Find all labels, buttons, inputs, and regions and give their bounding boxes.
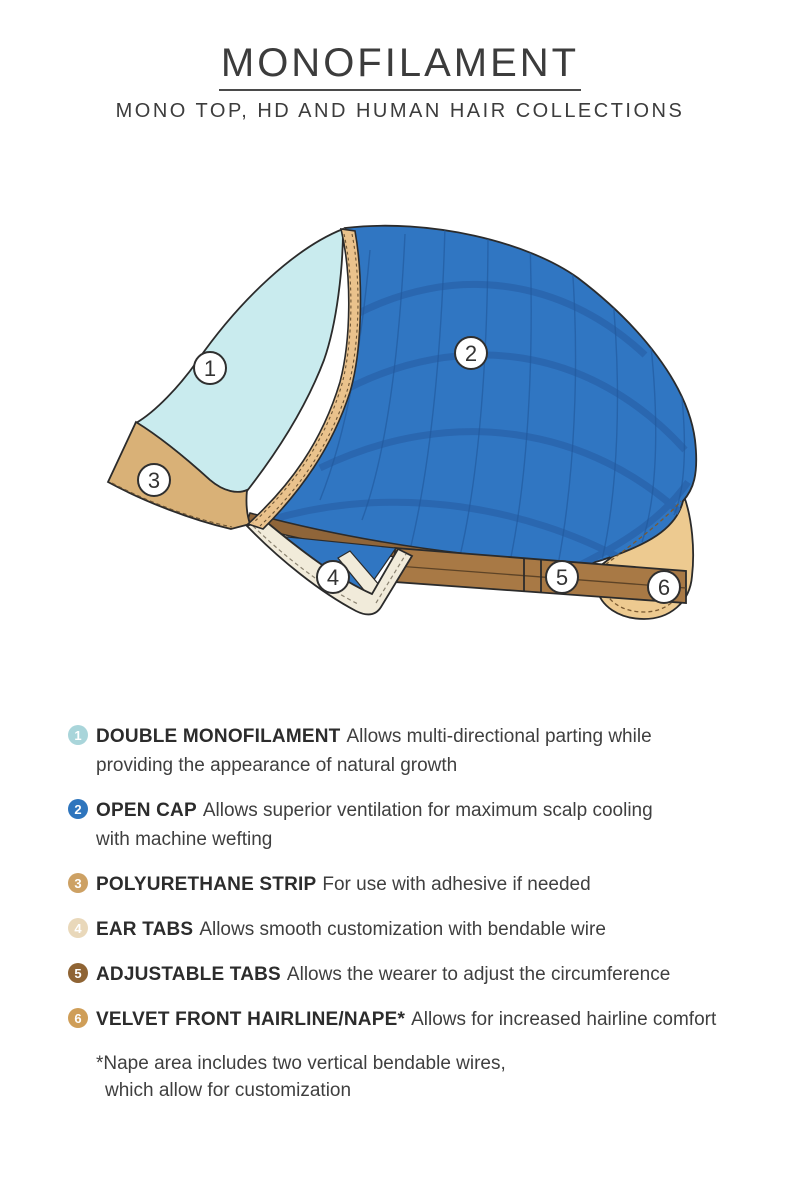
- legend-desc-5: Allows the wearer to adjust the circumference: [286, 964, 671, 985]
- legend-desc-6: Allows for increased hairline comfort: [411, 1009, 717, 1030]
- callout-3: [138, 464, 170, 496]
- legend-item-adjustable-tabs: [68, 960, 768, 989]
- legend-item-ear-tabs: [68, 915, 768, 944]
- legend-item-velvet-nape: [68, 1005, 768, 1034]
- legend-desc-1: Allows multi-directional parting while: [346, 726, 652, 747]
- legend-label-2: OPEN CAP: [96, 800, 197, 821]
- legend-bullet-3: [68, 873, 88, 893]
- footnote-line2: which allow for customization: [105, 1080, 352, 1101]
- legend-bullet-4: [68, 918, 88, 938]
- page-title: MONOFILAMENT: [220, 41, 580, 85]
- callout-2-number: 2: [464, 341, 478, 366]
- callout-1-number: 1: [203, 356, 217, 381]
- legend-bullet-3-number: 3: [74, 875, 82, 891]
- header: [0, 40, 800, 123]
- callout-2: [455, 337, 487, 369]
- callout-6-number: 6: [657, 575, 671, 600]
- legend-label-6: VELVET FRONT HAIRLINE/NAPE*: [96, 1009, 406, 1030]
- legend-bullet-2: [68, 799, 88, 819]
- legend-desc-2: Allows superior ventilation for maximum scalp cooling: [202, 800, 653, 821]
- callout-3-number: 3: [147, 468, 161, 493]
- callout-1: [194, 352, 226, 384]
- legend-bullet-2-number: 2: [74, 801, 82, 817]
- legend-bullet-5-number: 5: [74, 965, 82, 981]
- callout-6: [648, 571, 680, 603]
- callout-5: [546, 561, 578, 593]
- legend-desc-2-line2: with machine wefting: [96, 829, 273, 850]
- wig-cap-diagram: [100, 220, 700, 640]
- legend-bullet-6-number: 6: [74, 1010, 82, 1026]
- legend-desc-4: Allows smooth customization with bendable wire: [199, 919, 606, 940]
- legend-bullet-1: [68, 725, 88, 745]
- legend-bullet-5: [68, 963, 88, 983]
- legend-label-3: POLYURETHANE STRIP: [96, 874, 317, 895]
- legend-item-double-monofilament: [68, 722, 768, 780]
- legend-desc-1-line2: providing the appearance of natural growth: [96, 755, 458, 776]
- legend-item-polyurethane-strip: [68, 870, 768, 899]
- legend: [68, 722, 768, 1104]
- title-underline: [219, 89, 581, 91]
- legend-item-open-cap: [68, 796, 768, 854]
- page-subtitle: MONO TOP, HD AND HUMAN HAIR COLLECTIONS: [115, 100, 685, 122]
- callout-4: [317, 561, 349, 593]
- footnote: [96, 1050, 768, 1104]
- footnote-line1: *Nape area includes two vertical bendable wires,: [96, 1053, 506, 1074]
- legend-desc-3: For use with adhesive if needed: [322, 874, 591, 895]
- legend-bullet-1-number: 1: [74, 727, 82, 743]
- legend-bullet-4-number: 4: [74, 920, 82, 936]
- legend-label-1: DOUBLE MONOFILAMENT: [96, 726, 341, 747]
- legend-label-5: ADJUSTABLE TABS: [96, 964, 281, 985]
- callout-4-number: 4: [326, 565, 340, 590]
- legend-label-4: EAR TABS: [96, 919, 194, 940]
- callout-5-number: 5: [555, 565, 569, 590]
- legend-bullet-6: [68, 1008, 88, 1028]
